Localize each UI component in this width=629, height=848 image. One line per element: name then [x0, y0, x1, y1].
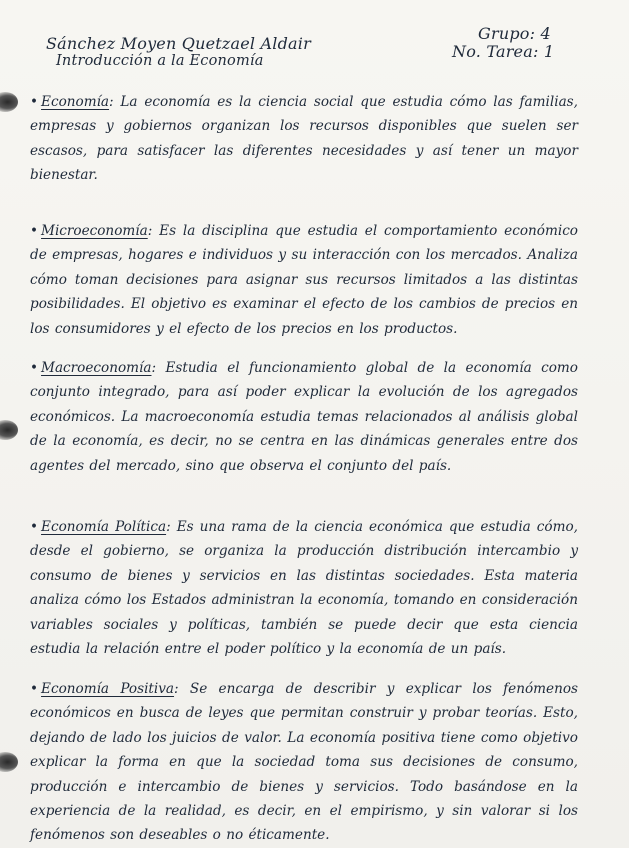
definition-term: Microeconomía	[41, 223, 148, 239]
definition-term: Economía	[41, 94, 110, 110]
punch-hole-icon	[0, 92, 18, 112]
definition-text: Es la disciplina que estudia el comportamiento económico de empresas, hogares e individuos y su interacción con los mercados. Analiza cómo toman decisiones para asignar sus recursos limitados a las distintas posibilidades. El objetivo es examinar el efecto de los cambios de precios en los consumidores y el efecto de los precios en los productos.	[30, 223, 578, 337]
definition-economia-politica: • Economía Política: Es una rama de la ciencia económica que estudia cómo, desde el gobierno, se organiza la producción distribución intercambio y consumo de bienes y servicios en las distintas sociedades. Esta materia analiza cómo los Estados administran la economía, tomando en consideración variables sociales y políticas, también se puede decir que esta ciencia estudia la relación entre el poder político y la economía de un país.	[30, 519, 578, 658]
course-title: Introducción a la Economía	[56, 53, 264, 69]
definition-economia-positiva: • Economía Positiva: Se encarga de describir y explicar los fenómenos económicos en busca de leyes que permitan construir y probar teorías. Esto, dejando de lado los juicios de valor. La economía positiva tiene como objetivo explicar la forma en que la sociedad toma sus decisiones de consumo, producción e intercambio de bienes y servicios. Todo basándose en la experiencia de la realidad, es decir, en el empirismo, y sin valorar si los fenómenos son deseables o no éticamente.	[30, 681, 578, 844]
definition-term: Economía Positiva	[41, 681, 175, 697]
definition-text: Estudia el funcionamiento global de la economía como conjunto integrado, para así poder explicar la evolución de los agregados económicos. La macroeconomía estudia temas relacionados al análisis global de la economía, es decir, no se centra en las dinámicas generales entre dos agentes del mercado, sino que observa el conjunto del país.	[30, 360, 578, 474]
definition-text: La economía es la ciencia social que estudia cómo las familias, empresas y gobiernos organizan los recursos disponibles que suelen ser escasos, para satisfacer las diferentes necesidades y así tener un mayor bienestar.	[30, 94, 578, 184]
definition-text: Es una rama de la ciencia económica que estudia cómo, desde el gobierno, se organiza la producción distribución intercambio y consumo de bienes y servicios en las distintas sociedades. Esta materia analiza cómo los Estados administran la economía, tomando en consideración variables sociales y políticas, también se puede decir que esta ciencia estudia la relación entre el poder político y la economía de un país.	[30, 519, 578, 658]
definition-macroeconomia: • Macroeconomía: Estudia el funcionamiento global de la economía como conjunto integrado, para así poder explicar la evolución de los agregados económicos. La macroeconomía estudia temas relacionados al análisis global de la economía, es decir, no se centra en las dinámicas generales entre dos agentes del mercado, sino que observa el conjunto del país.	[30, 360, 578, 474]
task-number: No. Tarea: 1	[452, 42, 555, 61]
definition-economia: • Economía: La economía es la ciencia social que estudia cómo las familias, empresas y gobiernos organizan los recursos disponibles que suelen ser escasos, para satisfacer las diferentes necesidades y así tener un mayor bienestar.	[30, 94, 578, 184]
definition-microeconomia: • Microeconomía: Es la disciplina que estudia el comportamiento económico de empresas, hogares e individuos y su interacción con los mercados. Analiza cómo toman decisiones para asignar sus recursos limitados a las distintas posibilidades. El objetivo es examinar el efecto de los cambios de precios en los consumidores y el efecto de los precios en los productos.	[30, 223, 578, 337]
punch-hole-icon	[0, 420, 18, 440]
definition-term: Economía Política	[41, 519, 167, 535]
definition-term: Macroeconomía	[41, 360, 152, 376]
definition-text: Se encarga de describir y explicar los fenómenos económicos en busca de leyes que permitan construir y probar teorías. Esto, dejando de lado los juicios de valor. La economía positiva tiene como objetivo explicar la forma en que la sociedad toma sus decisiones de consumo, producción e intercambio de bienes y servicios. Todo basándose en la experiencia de la realidad, es decir, en el empirismo, y sin valorar si los fenómenos son deseables o no éticamente.	[30, 681, 578, 844]
student-name: Sánchez Moyen Quetzael Aldair	[46, 34, 311, 53]
punch-hole-icon	[0, 752, 18, 772]
group-number: Grupo: 4	[478, 24, 551, 43]
